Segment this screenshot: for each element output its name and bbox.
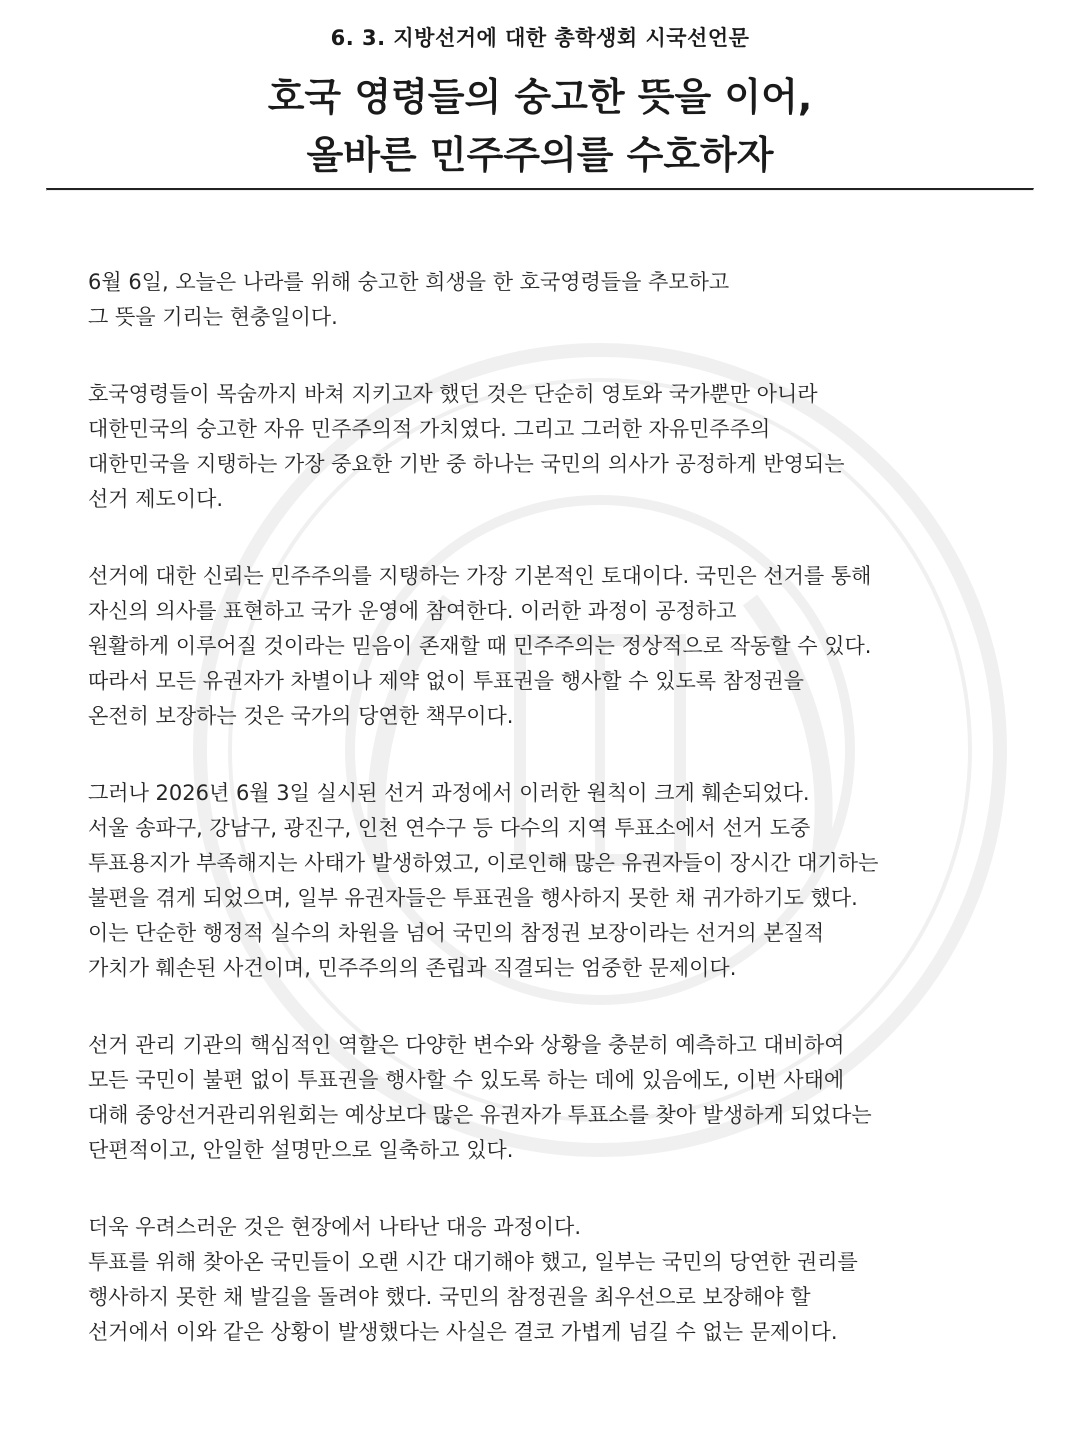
paragraph-6 bbox=[88, 1210, 1048, 1350]
statement-body bbox=[88, 265, 1048, 1392]
text-line: 그러나 2026년 6월 3일 실시된 선거 과정에서 이러한 원칙이 크게 훼손되었다. bbox=[88, 781, 810, 805]
text-line: 대한민국의 숭고한 자유 민주주의적 가치였다. 그리고 그러한 자유민주주의 bbox=[88, 417, 771, 441]
text-line: 이는 단순한 행정적 실수의 차원을 넘어 국민의 참정권 보장이라는 선거의 본질적 bbox=[88, 921, 825, 945]
text-line: 선거에서 이와 같은 상황이 발생했다는 사실은 결코 가볍게 넘길 수 없는 문제이다. bbox=[88, 1320, 838, 1344]
text-line: 불편을 겪게 되었으며, 일부 유권자들은 투표권을 행사하지 못한 채 귀가하기도 했다. bbox=[88, 886, 858, 910]
text-line: 온전히 보장하는 것은 국가의 당연한 책무이다. bbox=[88, 704, 514, 728]
text-line: 원활하게 이루어질 것이라는 믿음이 존재할 때 민주주의는 정상적으로 작동할 수 있다. bbox=[88, 634, 872, 658]
statement-subtitle: 6. 3. 지방선거에 대한 총학생회 시국선언문 bbox=[330, 26, 750, 50]
paragraph-1 bbox=[88, 265, 1048, 335]
text-line: 투표용지가 부족해지는 사태가 발생하였고, 이로인해 많은 유권자들이 장시간 대기하는 bbox=[88, 851, 879, 875]
text-line: 서울 송파구, 강남구, 광진구, 인천 연수구 등 다수의 지역 투표소에서 선거 도중 bbox=[88, 816, 811, 840]
statement-title bbox=[0, 68, 1080, 184]
paragraph-5 bbox=[88, 1028, 1048, 1168]
text-line: 6월 6일, 오늘은 나라를 위해 숭고한 희생을 한 호국영령들을 추모하고 bbox=[88, 270, 730, 294]
text-line: 호국영령들이 목숨까지 바쳐 지키고자 했던 것은 단순히 영토와 국가뿐만 아니라 bbox=[88, 382, 818, 406]
text-line: 단편적이고, 안일한 설명만으로 일축하고 있다. bbox=[88, 1138, 514, 1162]
text-line: 선거 관리 기관의 핵심적인 역할은 다양한 변수와 상황을 충분히 예측하고 대비하여 bbox=[88, 1033, 845, 1057]
text-line: 선거에 대한 신뢰는 민주주의를 지탱하는 가장 기본적인 토대이다. 국민은 선거를 통해 bbox=[88, 564, 872, 588]
paragraph-3 bbox=[88, 559, 1048, 734]
paragraph-4 bbox=[88, 776, 1048, 986]
text-line: 대해 중앙선거관리위원회는 예상보다 많은 유권자가 투표소를 찾아 발생하게 되었다는 bbox=[88, 1103, 872, 1127]
text-line: 행사하지 못한 채 발길을 돌려야 했다. 국민의 참정권을 최우선으로 보장해야 할 bbox=[88, 1285, 811, 1309]
text-line: 따라서 모든 유권자가 차별이나 제약 없이 투표권을 행사할 수 있도록 참정권을 bbox=[88, 669, 804, 693]
text-line: 선거 제도이다. bbox=[88, 487, 224, 511]
title-line: 올바른 민주주의를 수호하자 bbox=[306, 133, 774, 177]
text-line: 더욱 우려스러운 것은 현장에서 나타난 대응 과정이다. bbox=[88, 1215, 582, 1239]
text-line: 가치가 훼손된 사건이며, 민주주의의 존립과 직결되는 엄중한 문제이다. bbox=[88, 956, 737, 980]
text-line: 대한민국을 지탱하는 가장 중요한 기반 중 하나는 국민의 의사가 공정하게 반영되는 bbox=[88, 452, 845, 476]
paragraph-2 bbox=[88, 377, 1048, 517]
text-line: 모든 국민이 불편 없이 투표권을 행사할 수 있도록 하는 데에 있음에도, 이번 사태에 bbox=[88, 1068, 845, 1092]
text-line: 그 뜻을 기리는 현충일이다. bbox=[88, 305, 338, 329]
title-line: 호국 영령들의 숭고한 뜻을 이어, bbox=[267, 75, 813, 119]
title-divider bbox=[46, 188, 1034, 191]
text-line: 투표를 위해 찾아온 국민들이 오랜 시간 대기해야 했고, 일부는 국민의 당연한 권리를 bbox=[88, 1250, 858, 1274]
text-line: 자신의 의사를 표현하고 국가 운영에 참여한다. 이러한 과정이 공정하고 bbox=[88, 599, 737, 623]
